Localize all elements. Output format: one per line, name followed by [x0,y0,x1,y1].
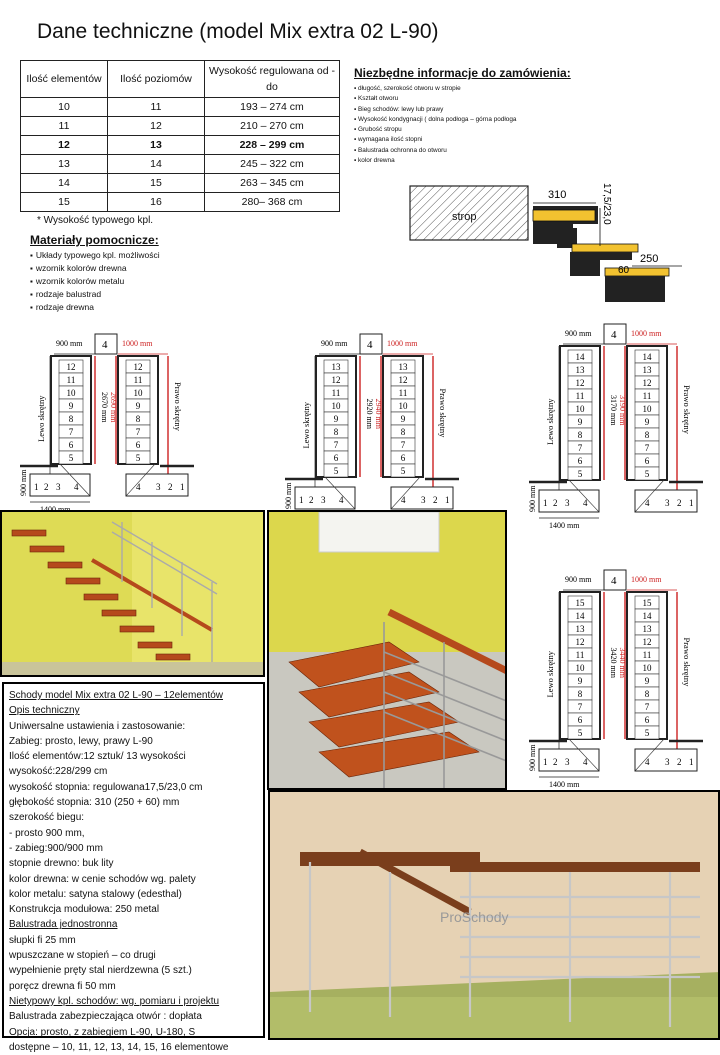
photo-stairs-window [267,510,507,790]
table-cell: 193 – 274 cm [205,98,340,117]
step-number: 10 [133,388,143,398]
stair-plan-drawing [527,322,707,532]
table-cell: 15 [21,193,108,212]
step-number: 10 [66,388,76,398]
right-turn-label: Prawo skrętny [173,382,183,431]
width-left-label: 900 mm [565,329,592,338]
step-number: 7 [135,427,141,437]
top-number: 4 [102,339,108,351]
winder-step-number: 4 [136,482,141,492]
step-number: 15 [575,598,585,608]
description-line: wpuszczane w stopień – co drugi [9,950,156,962]
page-title: Dane techniczne (model Mix extra 02 L-90) [37,20,439,43]
winder-step-number: 3 [665,498,670,508]
description-line: poręcz drewna fi 50 mm [9,980,116,992]
list-item: ▪ wymagana ilość stopni [354,136,423,144]
photo-stairs-wall [0,510,265,677]
table-row [21,117,340,136]
description-line: szerokość biegu: [9,812,85,824]
photo-illustration [2,512,265,677]
technical-description [2,682,265,1053]
table-cell: 14 [21,174,108,193]
step-number: 9 [577,676,583,686]
step-number: 14 [642,352,652,362]
table-header: Wysokość regulowana od - do [205,61,340,98]
left-turn-label: Lewo skrętny [545,650,555,698]
width-left-label: 900 mm [565,575,592,584]
step-number: 12 [642,378,652,388]
step-number: 7 [644,443,650,453]
description-line: Zabieg: prosto, lewy, prawy L-90 [9,735,153,747]
step-number: 10 [642,663,652,673]
step-number: 5 [577,469,583,479]
spec-table [20,60,340,212]
floor-height-label: 900 mm [528,485,537,512]
step-number: 5 [644,469,650,479]
table-cell: 13 [21,155,108,174]
winder-step-number: 1 [543,757,548,767]
list-item-text: Balustrada ochronna do otworu [358,146,447,154]
description-line: - prosto 900 mm, [9,827,85,839]
step-number: 13 [575,365,585,375]
photo-watermark: ProSchody [440,909,509,925]
list-item: ▪ Kształt otworu [354,95,399,103]
stair-plan-15 [527,568,707,796]
step-number: 12 [575,637,585,647]
list-item: ▪ wzornik kolorów drewna [30,262,160,275]
step-number: 8 [333,427,339,437]
list-item-text: Wysokość kondygnacji ( dolna podłoga – górna podłoga [358,115,517,123]
height-left-label: 2920 mm [365,398,374,429]
step-number: 9 [644,417,650,427]
winder-step-number: 4 [645,498,650,508]
table-cell: 10 [21,98,108,117]
list-item-text: kolor drewna [358,157,395,165]
step-number: 10 [331,401,341,411]
step-number: 8 [577,430,583,440]
step-number: 5 [135,453,141,463]
tread-shape [572,244,638,252]
step-number: 10 [398,401,408,411]
tread-shape [533,210,595,221]
table-cell: 14 [108,155,205,174]
table-cell: 263 – 345 cm [205,174,340,193]
materials-list [30,249,160,314]
width-right-label: 1000 mm [631,575,662,584]
list-item-text: wymagana ilość stopni [358,136,423,144]
step-number: 10 [575,663,585,673]
height-left-label: 2670 mm [100,392,109,423]
winder-step-number: 1 [689,757,694,767]
step-number: 14 [575,352,585,362]
step-number: 11 [66,375,76,385]
step-number: 6 [577,456,583,466]
description-line: dostępne – 10, 11, 12, 13, 14, 15, 16 elementowe [9,1041,229,1053]
winder-step-number: 2 [309,495,314,505]
step-number: 11 [331,388,341,398]
top-number: 4 [611,329,617,341]
step-number: 8 [400,427,406,437]
winder-step-number: 3 [565,757,570,767]
top-number: 4 [367,339,373,351]
list-item-text: Grubość stropu [358,126,402,134]
step-number: 8 [577,689,583,699]
height-left-label: 3170 mm [609,395,618,426]
winder-step-number: 1 [180,482,185,492]
list-item: ▪ Balustrada ochronna do otworu [354,146,447,154]
step-number: 6 [644,456,650,466]
dim-rise: 17,5/23,0 [601,183,612,225]
step-number: 6 [577,715,583,725]
width-right-label: 1000 mm [122,339,153,348]
tread-support [605,284,665,302]
description-line: Schody model Mix extra 02 L-90 – 12elementów [9,690,224,701]
winder-step-number: 1 [299,495,304,505]
winder-step-number: 2 [433,495,438,505]
description-line: wysokość stopnia: regulowana17,5/23,0 cm [9,781,203,793]
description-line: Konstrukcja modułowa: 250 metal [9,904,160,916]
table-cell: 16 [108,193,205,212]
table-cell: 11 [108,98,205,117]
step-number: 9 [577,417,583,427]
height-right-label: 2690 mm [109,392,118,423]
step-number: 14 [642,611,652,621]
winder-step-number: 2 [677,757,682,767]
stair-plan-drawing [283,332,463,529]
photo-illustration [269,512,507,790]
table-cell: 280– 368 cm [205,193,340,212]
order-info-title: Niezbędne informacje do zamówienia: [354,66,571,80]
table-header: Ilość elementów [21,61,108,98]
step-number: 9 [400,414,406,424]
description-line: Uniwersalne ustawienia i zastosowanie: [9,720,186,732]
photo-railing [268,790,720,1040]
right-turn-label: Prawo skrętny [682,637,692,687]
winder-step-number: 2 [553,757,558,767]
description-line: Ilość elementów:12 sztuk/ 13 wysokości [9,751,186,763]
table-footnote: * Wysokość typowego kpl. [37,215,154,226]
step-number: 9 [135,401,141,411]
description-line: kolor drewna: w cenie schodów wg. palety [9,873,196,885]
step-number: 9 [333,414,339,424]
winder-step-number: 3 [665,757,670,767]
winder-step-number: 3 [565,498,570,508]
tread-shape [605,268,669,276]
winder-step-number: 1 [543,498,548,508]
winder-step-number: 1 [689,498,694,508]
step-number: 7 [333,440,339,450]
table-cell: 210 – 270 cm [205,117,340,136]
step-number: 12 [66,362,76,372]
height-right-label: 2940 mm [374,398,383,429]
dim-overlap: 60 [618,265,630,276]
step-number: 6 [68,440,74,450]
step-number: 13 [642,624,652,634]
stair-plan-drawing [18,332,198,516]
floor-height-label: 900 mm [284,482,293,509]
winder-step-number: 2 [553,498,558,508]
step-number: 13 [642,365,652,375]
step-number: 9 [68,401,74,411]
step-number: 5 [333,466,339,476]
step-number: 11 [575,391,585,401]
description-line: Balustrada zabezpieczająca otwór : dopłata [9,1011,202,1023]
description-line: Balustrada jednostronna [9,919,118,931]
list-item: ▪ kolor drewna [354,157,395,165]
list-item-text: Kształt otworu [358,95,399,103]
top-number: 4 [611,575,617,587]
materials-title: Materiały pomocnicze: [30,233,159,247]
step-number: 7 [577,702,583,712]
list-item-text: Bieg schodów: lewy lub prawy [358,105,444,113]
winder-step-number: 4 [74,482,79,492]
step-number: 13 [398,362,408,372]
winder-step-number: 3 [321,495,326,505]
step-number: 6 [644,715,650,725]
step-number: 11 [575,650,585,660]
winder-step-number: 3 [156,482,161,492]
description-line: Nietypowy kpl. schodów: wg. pomiaru i projektu [9,995,220,1007]
list-item: ▪ wzornik kolorów metalu [30,275,160,288]
stair-plan-12 [18,332,198,521]
table-row [21,136,340,155]
step-number: 11 [133,375,143,385]
table-header: Ilość poziomów [108,61,205,98]
width-right-label: 1000 mm [631,329,662,338]
step-number: 14 [575,611,585,621]
height-right-label: 3190 mm [618,395,627,426]
step-number: 8 [68,414,74,424]
list-item: ▪ długość, szerokość otworu w stropie [354,85,461,92]
step-number: 5 [644,728,650,738]
step-number: 11 [642,391,652,401]
table-cell: 12 [108,117,205,136]
step-number: 8 [644,430,650,440]
dim-tread-small: 250 [640,253,659,265]
step-number: 7 [400,440,406,450]
description-line: kolor metalu: satyna stalowy (edesthal) [9,888,182,900]
winder-step-number: 4 [339,495,344,505]
step-number: 13 [331,362,341,372]
step-number: 15 [642,598,652,608]
winder-step-number: 2 [168,482,173,492]
step-number: 8 [644,689,650,699]
winder-step-number: 3 [56,482,61,492]
table-cell: 11 [21,117,108,136]
winder-step-number: 1 [34,482,39,492]
description-line: Opis techniczny [9,705,80,717]
description-line: - zabieg:900/900 mm [9,842,103,854]
step-number: 10 [642,404,652,414]
list-item: ▪ rodzaje drewna [30,301,160,314]
step-number: 12 [398,375,408,385]
step-number: 6 [333,453,339,463]
table-cell: 12 [21,136,108,155]
step-number: 7 [644,702,650,712]
description-line: Opcja: prosto, z zabiegiem L-90, U-180, S [9,1026,196,1038]
photo-illustration [270,792,720,1040]
description-line: stopnie drewno: buk lity [9,858,114,870]
step-number: 7 [577,443,583,453]
winder-step-number: 2 [44,482,49,492]
description-line: głębokość stopnia: 310 (250 + 60) mm [9,797,180,809]
floor-height-label: 900 mm [19,469,28,496]
step-number: 10 [575,404,585,414]
width-left-label: 900 mm [321,339,348,348]
step-number: 13 [575,624,585,634]
step-number: 8 [135,414,141,424]
winder-step-number: 1 [445,495,450,505]
base-width-label: 1400 mm [549,780,580,789]
list-item-text: długość, szerokość otworu w stropie [358,85,461,92]
stair-plan-drawing [527,568,707,791]
winder-step-number: 4 [645,757,650,767]
stair-plan-14 [527,322,707,537]
base-width-label: 1400 mm [549,521,580,530]
winder-step-number: 3 [421,495,426,505]
stair-plan-13 [283,332,463,534]
step-number: 9 [644,676,650,686]
floor-height-label: 900 mm [528,744,537,771]
step-section-diagram [400,178,710,310]
list-item: ▪ Grubość stropu [354,126,402,134]
step-number: 7 [68,427,74,437]
right-turn-label: Prawo skrętny [438,388,448,438]
table-row [21,98,340,117]
tread-support [570,252,600,276]
description-line: wypełnienie pręty stal nierdzewna (5 szt.) [9,965,192,977]
table-row [21,155,340,174]
step-number: 12 [575,378,585,388]
left-turn-label: Lewo skrętny [301,401,311,449]
table-header-row [21,61,340,98]
step-number: 11 [398,388,408,398]
list-item: ▪ Wysokość kondygnacji ( dolna podłoga – górna podłoga [354,115,517,123]
left-turn-label: Lewo skrętny [36,395,46,442]
list-item: ▪ rodzaje balustrad [30,288,160,301]
step-number: 11 [642,650,652,660]
winder-step-number: 4 [583,757,588,767]
description-line: wysokość:228/299 cm [9,766,108,778]
table-row [21,193,340,212]
slab-label: strop [452,211,477,223]
table-cell: 13 [108,136,205,155]
right-turn-label: Prawo skrętny [682,385,692,434]
table-cell: 228 – 299 cm [205,136,340,155]
step-number: 5 [577,728,583,738]
step-number: 6 [400,453,406,463]
winder-step-number: 4 [583,498,588,508]
dim-tread-depth: 310 [548,189,567,201]
width-left-label: 900 mm [56,339,83,348]
width-right-label: 1000 mm [387,339,418,348]
tread-frame [605,276,665,284]
step-number: 5 [68,453,74,463]
order-info-list [354,84,516,166]
winder-step-number: 4 [401,495,406,505]
description-line: słupki fi 25 mm [9,934,76,946]
step-number: 5 [400,466,406,476]
step-number: 12 [331,375,341,385]
list-item: ▪ Układy typowego kpl. możliwości [30,249,160,262]
step-number: 12 [133,362,143,372]
list-item: ▪ Bieg schodów: lewy lub prawy [354,105,444,113]
table-row [21,174,340,193]
height-left-label: 3420 mm [609,647,618,678]
height-right-label: 3440 mm [618,647,627,678]
step-number: 12 [642,637,652,647]
step-number: 6 [135,440,141,450]
table-cell: 245 – 322 cm [205,155,340,174]
winder-step-number: 2 [677,498,682,508]
left-turn-label: Lewo skrętny [545,398,555,445]
table-cell: 15 [108,174,205,193]
